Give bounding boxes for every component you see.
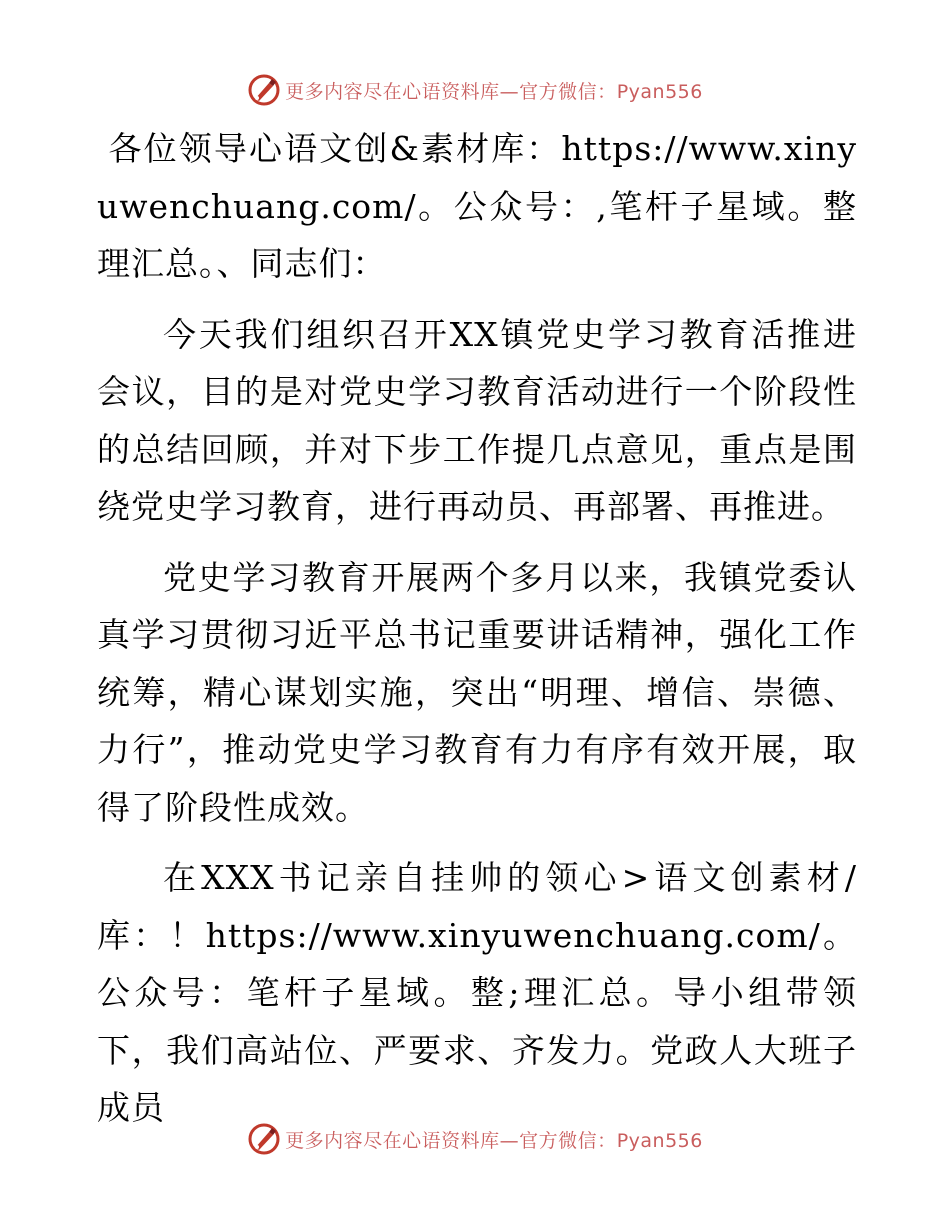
watermark-separator: — bbox=[499, 80, 520, 103]
paragraph-intro: 今天我们组织召开XX镇党史学习教育活推进会议，目的是对党史学习教育活动进行一个阶段性的总结回顾，并对下步工作提几点意见，重点是围绕党史学习教育，进行再动员、再部署、再推进。 bbox=[97, 314, 857, 526]
paragraph-leadership: 在XXX书记亲自挂帅的领心>语文创素材/库：！https://www.xinyuwenchuang.com/。公众号：笔杆子星域。整;理汇总。导小组带领下，我们高站位、严要求、齐发力。党政人大班子成员 bbox=[97, 858, 857, 1127]
watermark-title: 更多内容尽在心语资料库 bbox=[285, 80, 500, 103]
watermark-wechat-id: Pyan556 bbox=[616, 1129, 703, 1152]
watermark-text bbox=[285, 1126, 703, 1153]
paragraph-progress: 党史学习教育开展两个多月以来，我镇党委认真学习贯彻习近平总书记重要讲话精神，强化工作统筹，精心谋划实施，突出“明理、增信、崇德、力行”，推动党史学习教育有力有序有效开展，取得了阶段性成效。 bbox=[97, 557, 857, 827]
pen-logo-icon bbox=[247, 1122, 281, 1156]
pen-logo-icon bbox=[247, 73, 281, 107]
watermark-text bbox=[285, 77, 703, 104]
footer-watermark bbox=[0, 1119, 950, 1159]
watermark-official: 官方微信： bbox=[519, 1129, 617, 1152]
document-body bbox=[97, 120, 857, 1150]
watermark-separator: — bbox=[499, 1129, 520, 1152]
paragraph-salutation: 各位领导心语文创&素材库：https://www.xinyuwenchuang.com/。公众号：,笔杆子星域。整理汇总。、同志们： bbox=[97, 129, 857, 283]
header-watermark bbox=[0, 70, 950, 110]
watermark-title: 更多内容尽在心语资料库 bbox=[285, 1129, 500, 1152]
watermark-official: 官方微信： bbox=[519, 80, 617, 103]
watermark-wechat-id: Pyan556 bbox=[616, 80, 703, 103]
